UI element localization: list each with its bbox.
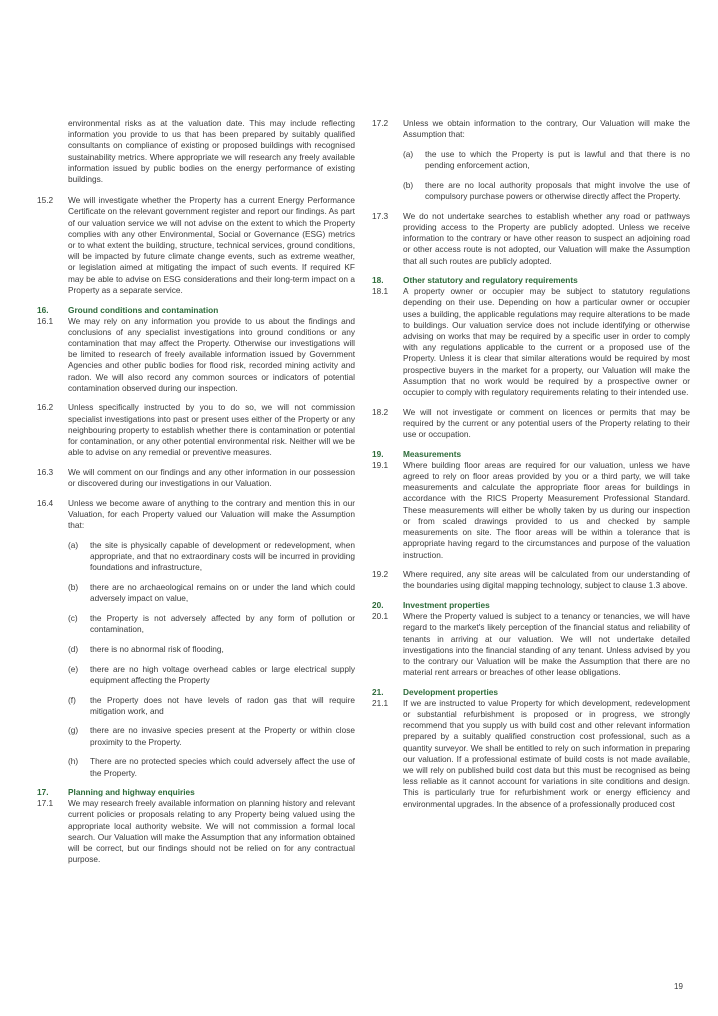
- list-item: [37, 613, 355, 635]
- section-heading-17: [37, 787, 355, 798]
- paragraph-text: We will comment on our findings and any other information in our possession or discovered during our investigations in our Valuation.: [68, 466, 355, 489]
- section-title: Planning and highway enquiries: [68, 787, 195, 798]
- clause-number: 16.2: [37, 402, 54, 413]
- section-title: Investment properties: [403, 600, 490, 611]
- paragraph-text: Where required, any site areas will be calculated from our understanding of the boundaries using digital mapping technology, subject to clause 1.3 above.: [403, 569, 690, 591]
- clause-number: 15.2: [37, 195, 54, 206]
- section-heading-16: [37, 305, 355, 316]
- item-text: there is no abnormal risk of flooding,: [90, 643, 224, 654]
- section-heading-20: [372, 600, 690, 611]
- section-number: 20.: [372, 600, 384, 611]
- page-number: 19: [674, 982, 683, 991]
- paragraph-text: Unless we obtain information to the contrary, Our Valuation will make the Assumption that:: [403, 118, 690, 140]
- clause-number: 21.1: [372, 697, 389, 708]
- clause-number: 17.1: [37, 798, 54, 809]
- paragraph-text: Unless we become aware of anything to the contrary and mention this in our Valuation, for each Property valued our Valuation will make the Assumption that:: [68, 497, 355, 531]
- section-heading-18: [372, 275, 690, 286]
- clause-number: 16.1: [37, 315, 54, 326]
- paragraph-18-2: [372, 407, 690, 441]
- paragraph-text: We will not investigate or comment on licences or permits that may be required by the current or any potential users of the Property relating to their use or occupation.: [403, 406, 690, 440]
- paragraph-text: Where building floor areas are required for our valuation, unless we have agreed to rely on floor areas provided by you or a third party, we will take measurements and calculate the appropriate floor areas for buildings in accordance with the RICS Property Measurement Professional Standard. These measurements will either be wholly taken by us during our inspection or from scaled drawings provided to us and checked by sample measurements on site. The floor areas will be within a tolerance that is appropriate having regard to the circumstances and purpose of the valuation instruction.: [403, 459, 690, 560]
- section-number: 18.: [372, 275, 384, 286]
- paragraph-17-3: [372, 211, 690, 267]
- item-text: the Property does not have levels of radon gas that will require mitigation work, and: [90, 694, 355, 716]
- clause-number: 17.3: [372, 210, 389, 221]
- item-label: (b): [403, 179, 414, 190]
- section-heading-21: [372, 687, 690, 698]
- paragraph-16-4: [37, 498, 355, 532]
- paragraph-17-1: [37, 798, 355, 865]
- paragraph-19-1: [372, 460, 690, 561]
- item-label: (h): [68, 756, 79, 767]
- paragraph-text: We may research freely available information on planning history and relevant current policies or proposals relating to any Property being valued using the appropriate local authority website. We will not commission a formal local search. Our Valuation will make the Assumption that any information obtained will be correct, but our findings should not be relied on for any contractual purpose.: [68, 798, 355, 865]
- item-label: (d): [68, 643, 79, 654]
- right-column: [372, 118, 690, 818]
- section-number: 16.: [37, 304, 49, 315]
- item-text: the site is physically capable of development or redevelopment, when appropriate, and that no extraordinary costs will be incurred in providing foundations and infrastructure,: [90, 540, 355, 573]
- paragraph-16-2: [37, 402, 355, 458]
- list-item: [37, 756, 355, 778]
- clause-number: 20.1: [372, 611, 389, 622]
- clause-number: 18.2: [372, 406, 389, 417]
- paragraph-15-2: [37, 195, 355, 296]
- list-item: [37, 582, 355, 604]
- list-item: [372, 180, 690, 202]
- clause-number: 18.1: [372, 286, 389, 297]
- paragraph-16-3: [37, 467, 355, 489]
- item-text: there are no local authority proposals that might involve the use of compulsory purchase powers or otherwise directly affect the Property.: [425, 179, 690, 202]
- paragraph-text: Unless specifically instructed by you to do so, we will not commission specialist investigations into past or present uses either of the Property or any neighbouring property to establish whether there is contamination or potential for contamination, or any other potential environmental risk. Neither will we be able to advise on any remedial or preventive measures.: [68, 402, 355, 458]
- section-heading-19: [372, 449, 690, 460]
- paragraph-19-2: [372, 569, 690, 591]
- list-item: [372, 149, 690, 171]
- list-item: [37, 644, 355, 655]
- paragraph-text: Where the Property valued is subject to a tenancy or tenancies, we will have regard to the market's likely perception of the financial status and reliability of tenants in arriving at our valuation. We will not undertake detailed investigations into the financial standing of any tenant. Unless advised by you to the contrary our Valuation will be make the Assumption that there are no material rent arrears or breaches of other lease obligations.: [403, 611, 690, 678]
- clause-number: 16.4: [37, 497, 54, 508]
- section-title: Ground conditions and contamination: [68, 304, 219, 315]
- section-title: Development properties: [403, 686, 498, 697]
- item-text: there are no invasive species present at the Property or within close proximity to the Property.: [90, 725, 355, 747]
- section-number: 21.: [372, 686, 384, 697]
- item-text: There are no protected species which could adversely affect the use of the Property.: [90, 756, 355, 778]
- item-label: (g): [68, 725, 79, 736]
- list-item: [37, 664, 355, 686]
- paragraph-18-1: [372, 286, 690, 398]
- paragraph-20-1: [372, 611, 690, 678]
- paragraph-15-1-continued: [37, 118, 355, 185]
- paragraph-text: We do not undertake searches to establish whether any road or pathways providing access to the Property are publicly adopted. Unless we receive information to the contrary or have other reason to suspect an adjoining road or other access route is not adopted, our Valuation will make the Assumption that all such routes are publicly adopted.: [403, 210, 690, 266]
- list-item: [37, 695, 355, 717]
- item-label: (f): [68, 694, 76, 705]
- paragraph-text: environmental risks as at the valuation date. This may include reflecting information you provide to us that has been prepared by suitably qualified consultants on compliance of existing or proposed buildings with recognised sustainability metrics. Where appropriate we will research any freely available information issued by public bodies on the energy performance of existing buildings.: [68, 118, 355, 185]
- clause-number: 17.2: [372, 118, 389, 128]
- paragraph-text: If we are instructed to value Property for which development, redevelopment or substantial refurbishment is proposed or in progress, we strongly recommend that you supply us with build cost and other relevant information prepared by a suitably qualified construction cost professional, such as a quantity surveyor. We shall be entitled to rely on such information in preparing our valuation. If a professional estimate of build costs is not made available, we will rely on published build cost data but this must be recognised as being less reliable as it cannot account for variations in site conditions and design. This is particularly true for refurbishment work or energy efficiency and environmental upgrades. In the absence of a professionally produced cost: [403, 697, 690, 809]
- section-number: 17.: [37, 787, 49, 798]
- paragraph-21-1: [372, 698, 690, 810]
- left-column: [37, 118, 355, 874]
- clause-number: 19.2: [372, 569, 389, 580]
- paragraph-17-2: [372, 118, 690, 140]
- item-label: (a): [68, 540, 79, 550]
- item-text: there are no high voltage overhead cables or large electrical supply equipment affecting the Property: [90, 663, 355, 685]
- clause-number: 19.1: [372, 459, 389, 470]
- paragraph-text: We will investigate whether the Property has a current Energy Performance Certificate on the relevant government register and report our findings. As part of our valuation service we will not advise on the extent to which the Property complies with any other Environmental, Social or Governance (ESG) metrics or to what extent the building, structure, technical services, ground conditions, will be impacted by future climate change events, such as extreme weather, or legislation aimed at mitigating the impact of such events. If required KF may be able to advise on ESG considerations and their long-term impact on a Property as a separate service.: [68, 195, 355, 295]
- paragraph-text: We may rely on any information you provide to us about the findings and conclusions of any specialist investigations into ground conditions or any contamination that may affect the Property. Otherwise our investigations will be limited to research of freely available information issued by Government Agencies and other public bodies for flood risk, recorded mining activity and radon. We will also record any common sources or indicators of potential contamination observed during our inspection.: [68, 315, 355, 393]
- list-item: [37, 540, 355, 574]
- clause-number: 16.3: [37, 466, 54, 477]
- item-label: (b): [68, 582, 79, 593]
- paragraph-16-1: [37, 316, 355, 394]
- item-label: (a): [403, 148, 414, 159]
- item-text: the Property is not adversely affected by any form of pollution or contamination,: [90, 613, 355, 635]
- item-text: there are no archaeological remains on or under the land which could adversely impact on value,: [90, 582, 355, 604]
- item-label: (c): [68, 613, 78, 624]
- list-item: [37, 725, 355, 747]
- section-number: 19.: [372, 448, 384, 459]
- item-text: the use to which the Property is put is lawful and that there is no pending enforcement action,: [425, 148, 690, 171]
- section-title: Other statutory and regulatory requirements: [403, 275, 578, 286]
- item-label: (e): [68, 663, 79, 674]
- section-title: Measurements: [403, 448, 462, 459]
- paragraph-text: A property owner or occupier may be subject to statutory regulations depending on their use. Depending on how a particular owner or occupier uses a building, the applicable regulations may require alterations to be made to buildings. Our valuation service does not include identifying or otherwise advising on works that may be required by a specific user in order to comply with any regulations applicable to the current or a proposed use of the Property. Unless it is clear that similar alterations would be required by most prospective buyers in the market for a property, our Valuation will make the Assumption that no work would be required by a prospective owner or occupier to comply with regulatory requirements relating to their intended use.: [403, 286, 690, 398]
